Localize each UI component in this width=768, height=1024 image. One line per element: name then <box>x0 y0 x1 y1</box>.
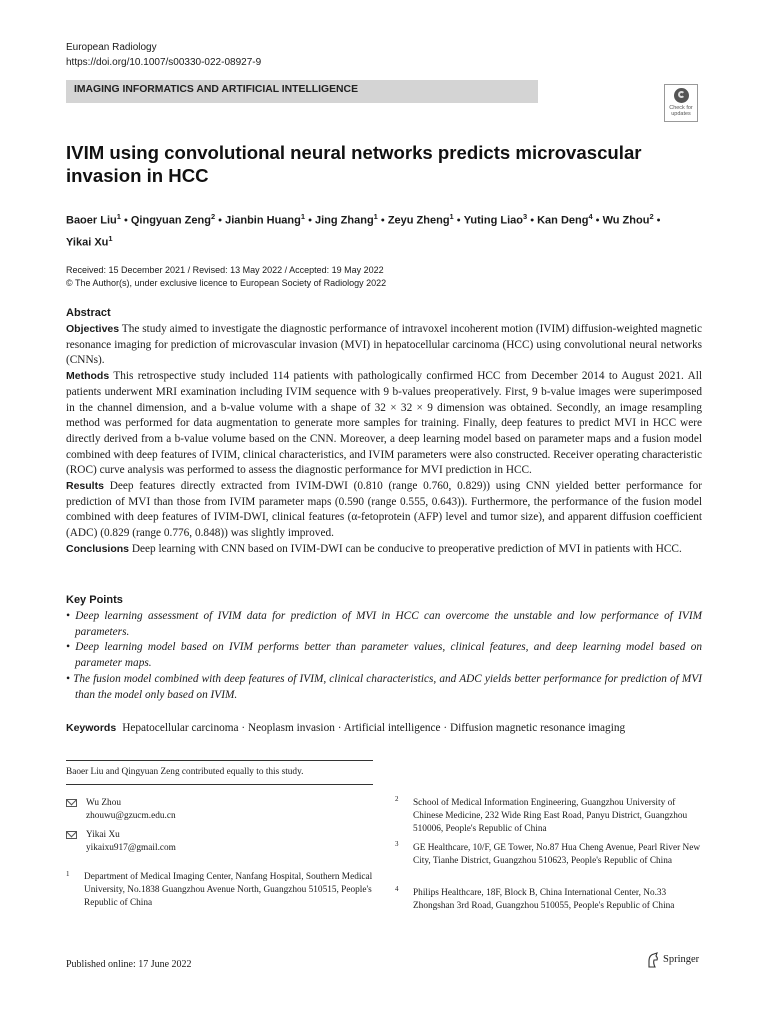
publisher-logo: Springer <box>663 954 700 965</box>
springer-horse-icon <box>646 952 660 968</box>
author-affiliation: 1 <box>108 233 113 243</box>
author-name[interactable]: Kan Deng <box>537 214 589 227</box>
author-affiliation: 2 <box>210 212 216 221</box>
author-affiliation: 4 <box>588 212 593 221</box>
corresponding-author-email[interactable]: yikaixu917@gmail.com <box>86 843 176 853</box>
methods-label: Methods <box>66 370 110 383</box>
results-label: Results <box>66 480 104 493</box>
corresponding-author-email[interactable]: zhouwu@gzucm.edu.cn <box>86 811 176 821</box>
objectives-label: Objectives <box>66 323 120 335</box>
author-name[interactable]: Yikai Xu <box>66 236 109 249</box>
doi-link[interactable]: https://doi.org/10.1007/s00330-022-08927-9 <box>66 57 262 68</box>
published-date: Published online: 17 June 2022 <box>66 959 192 970</box>
author-name[interactable]: Jing Zhang <box>315 214 374 227</box>
envelope-icon <box>66 799 77 807</box>
key-point-item: • Deep learning model based on IVIM performs better than parameter values, clinical features, and deep learning model based on parameter maps. <box>66 641 702 670</box>
affiliation-number: 2 <box>395 795 399 803</box>
journal-name: European Radiology <box>66 42 157 53</box>
keywords-label: Keywords <box>66 722 117 734</box>
author-name[interactable]: Baoer Liu <box>66 214 117 227</box>
abstract-objectives <box>66 322 702 369</box>
affiliation-number: 1 <box>66 870 70 878</box>
affiliation-text: Philips Healthcare, 18F, Block B, China International Center, No.33 Zhongshan 3rd Road, Guangzhou 510055, People's Republic of China <box>413 888 675 911</box>
author-name[interactable]: Yuting Liao <box>463 214 523 227</box>
corresponding-author-name: Wu Zhou <box>86 798 121 808</box>
author-separator: • <box>305 214 315 227</box>
paper-title: IVIM using convolutional neural networks predicts microvascular invasion in HCC <box>66 142 642 186</box>
affiliation-number: 3 <box>395 840 399 848</box>
affiliation-text: GE Healthcare, 10/F, GE Tower, No.87 Hua Cheng Avenue, Pearl River New City, Tianhe District, Guangzhou 510623, People's Republic of China <box>413 843 701 866</box>
author-affiliation: 1 <box>116 212 121 221</box>
conclusions-label: Conclusions <box>66 542 130 555</box>
key-point-text: Deep learning model based on IVIM performs better than parameter values, clinical features, and deep learning model based on parameter maps. <box>75 641 702 670</box>
affiliation-text: Department of Medical Imaging Center, Nanfang Hospital, Southern Medical University, No.1838 Guangzhou Avenue North, Guangzhou 510515, People's Republic of China <box>84 872 373 908</box>
abstract-results <box>66 479 702 542</box>
author-affiliation: 3 <box>522 212 528 221</box>
footnote-rule <box>66 784 373 785</box>
keywords <box>66 722 706 734</box>
author-separator: • <box>592 214 603 227</box>
affiliation-text: School of Medical Information Engineering, Guangzhou University of Chinese Medicine, 232 Wide Ring East Road, Panyu District, Guangzhou 510006, People's Republic of China <box>413 798 688 834</box>
envelope-icon <box>66 831 77 839</box>
author-name[interactable]: Zeyu Zheng <box>387 214 450 227</box>
received-dates: Received: 15 December 2021 / Revised: 13 May 2022 / Accepted: 19 May 2022 <box>66 265 384 275</box>
copyright-notice: © The Author(s), under exclusive licence to European Society of Radiology 2022 <box>66 278 387 288</box>
author-list <box>66 208 716 251</box>
key-point-text: The fusion model combined with deep features of IVIM, clinical characteristics, and ADC yields better performance for prediction of MVI than the model only based on IVIM. <box>73 672 702 701</box>
objectives-text: The study aimed to investigate the diagnostic performance of intravoxel incoherent motion (IVIM) diffusion-weighted magnetic resonance imaging for prediction of microvascular invasion (MVI) in hepatocellular carcinoma (HCC) using convolutional neural networks (CNNs). <box>66 323 702 367</box>
contribution-note: Baoer Liu and Qingyuan Zeng contributed equally to this study. <box>66 767 304 777</box>
check-for-updates-badge[interactable] <box>664 84 698 122</box>
methods-text: This retrospective study included 114 patients with pathologically confirmed HCC from December 2014 to August 2021. All patients underwent MRI examination including IVIM sequence with 9 b-values preoperatively. First, 9 b-value images were superimposed in the channel dimension, and a b-value volume with a shape of 32 × 32 × 9 dimension was obtained. Secondly, an image resampling method was performed for data augmentation to generate more samples for training. Finally, deep features to predict MVI in HCC were directly derived from a b-value volume based on the CNN. Moreover, a deep learning model based on parameter maps and a fusion model combined with deep features of IVIM, clinical characteristics, and IVIM parameters were also constructed. Receiver operating characteristic (ROC) curve analysis was performed to assess the diagnostic performance for MVI prediction in HCC. <box>66 370 703 477</box>
footnote-rule <box>66 760 373 761</box>
author-separator: • <box>120 214 131 227</box>
key-point-text: Deep learning assessment of IVIM data for prediction of MVI in HCC can overcome the unstable and low performance of IVIM parameters. <box>75 610 702 638</box>
author-separator: • <box>653 214 661 227</box>
key-point-item: • The fusion model combined with deep features of IVIM, clinical characteristics, and ADC yields better performance for prediction of MVI than the model only based on IVIM. <box>66 672 702 701</box>
abstract-heading: Abstract <box>66 307 111 319</box>
author-separator: • <box>527 214 538 227</box>
abstract-body <box>66 322 702 558</box>
key-point-item: • Deep learning assessment of IVIM data for prediction of MVI in HCC can overcome the unstable and low performance of IVIM parameters. <box>66 610 702 638</box>
abstract-methods <box>66 369 702 479</box>
author-affiliation: 2 <box>649 212 654 221</box>
check-updates-icon <box>674 88 689 103</box>
check-updates-label: Check for updates <box>669 105 693 117</box>
author-affiliation: 1 <box>449 212 454 221</box>
author-separator: • <box>453 214 464 227</box>
author-name[interactable]: Wu Zhou <box>602 214 650 227</box>
key-points-list <box>66 609 702 703</box>
author-separator: • <box>377 214 388 227</box>
author-name[interactable]: Qingyuan Zeng <box>130 214 211 227</box>
corresponding-author-name: Yikai Xu <box>86 830 120 840</box>
key-points-heading: Key Points <box>66 594 123 606</box>
results-text: Deep features directly extracted from IVIM-DWI (0.810 (range 0.760, 0.829)) using CNN yielded better performance for prediction of MVI than those from IVIM parameter maps (0.590 (range 0.555, 0.643)). Furthermore, the performance of the fusion model combined with deep features of IVIM-DWI, clinical features (α-fetoprotein (AFP) level and tumor size), and apparent diffusion coefficient (ADC) (0.829 (range 0.776, 0.848)) was slightly improved. <box>66 480 703 540</box>
author-affiliation: 1 <box>300 212 306 221</box>
section-banner: IMAGING INFORMATICS AND ARTIFICIAL INTELLIGENCE <box>66 80 538 103</box>
keywords-text: Hepatocellular carcinoma · Neoplasm invasion · Artificial intelligence · Diffusion magnetic resonance imaging <box>122 722 626 734</box>
abstract-conclusions <box>66 542 702 558</box>
affiliation-number: 4 <box>395 885 399 893</box>
author-affiliation: 1 <box>373 212 378 221</box>
conclusions-text: Deep learning with CNN based on IVIM-DWI can be conducive to preoperative prediction of MVI in patients with HCC. <box>131 542 682 555</box>
author-name[interactable]: Jianbin Huang <box>225 214 301 227</box>
author-separator: • <box>215 214 226 227</box>
